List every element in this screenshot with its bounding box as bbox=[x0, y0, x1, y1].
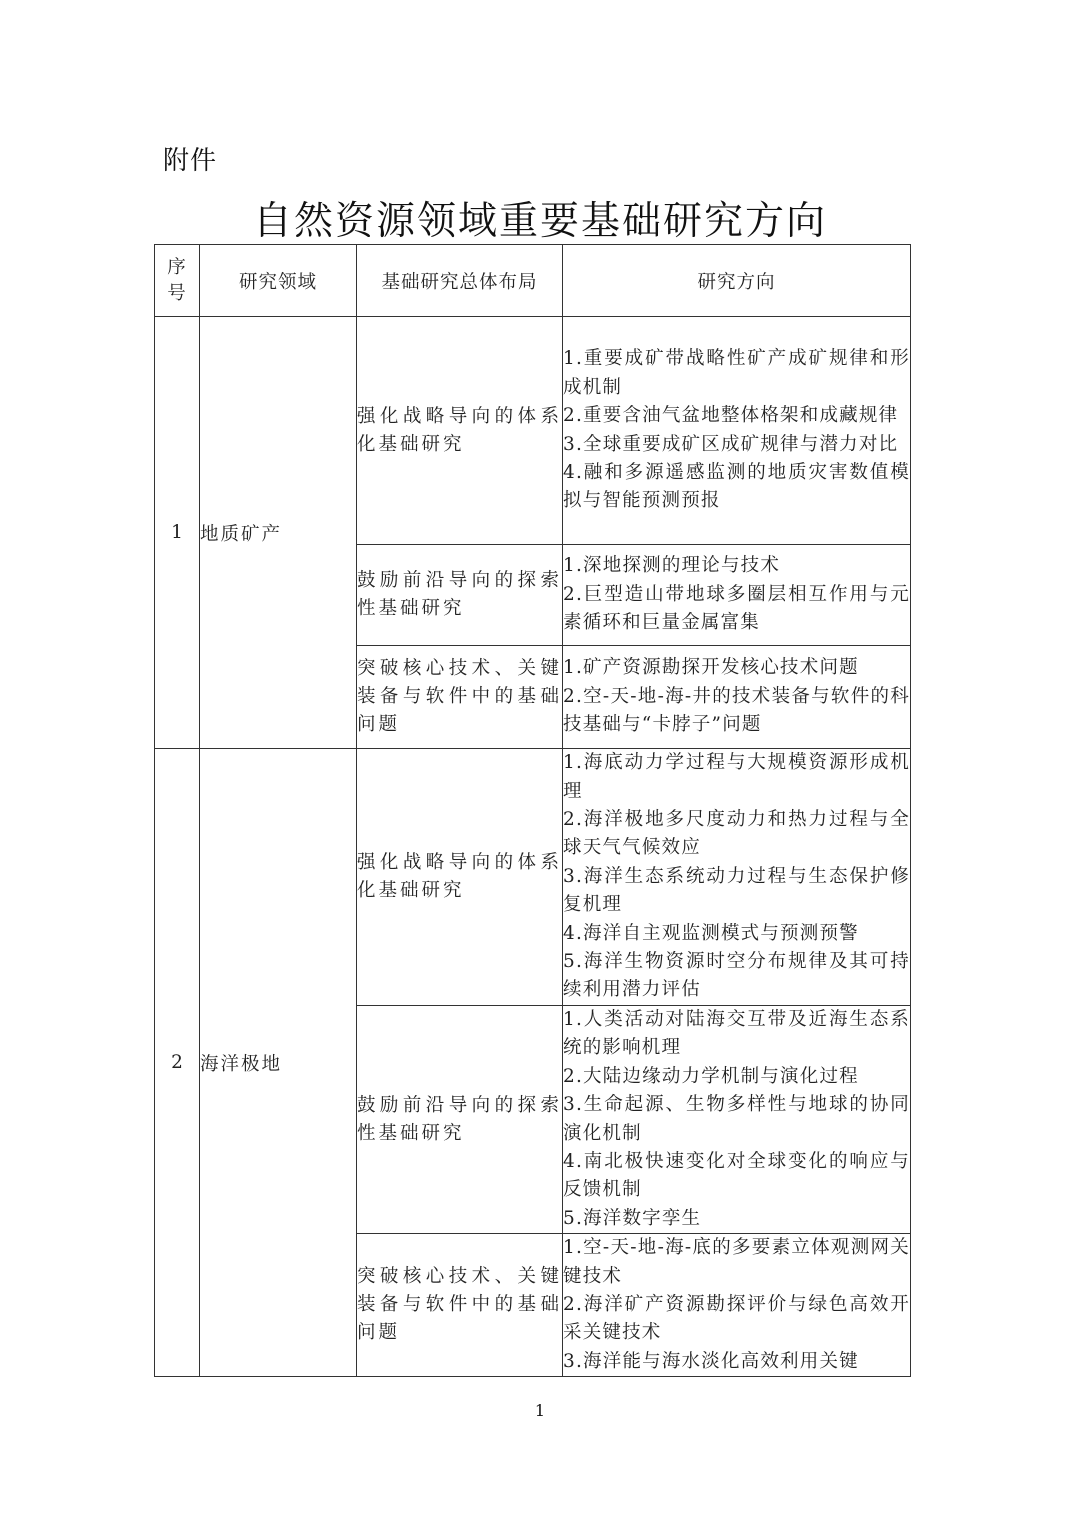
direction-cell bbox=[563, 1234, 911, 1377]
header-seq-char-2: 号 bbox=[167, 282, 187, 304]
direction-item: 2.巨型造山带地球多圈层相互作用与元素循环和巨量金属富集 bbox=[563, 583, 910, 634]
direction-cell bbox=[563, 646, 911, 749]
direction-cell bbox=[563, 1006, 911, 1234]
layout-cell: 鼓励前沿导向的探索性基础研究 bbox=[357, 545, 563, 646]
direction-item: 5.海洋数字孪生 bbox=[563, 1207, 702, 1229]
direction-item: 3.全球重要成矿区成矿规律与潜力对比 bbox=[563, 433, 899, 455]
direction-item: 2.海洋极地多尺度动力和热力过程与全球天气气候效应 bbox=[563, 808, 910, 859]
direction-cell bbox=[563, 545, 911, 646]
layout-cell: 鼓励前沿导向的探索性基础研究 bbox=[357, 1006, 563, 1234]
direction-cell bbox=[563, 317, 911, 545]
header-direction: 研究方向 bbox=[563, 245, 911, 317]
header-layout: 基础研究总体布局 bbox=[357, 245, 563, 317]
direction-item: 2.大陆边缘动力学机制与演化过程 bbox=[563, 1065, 859, 1087]
layout-cell: 突破核心技术、关键装备与软件中的基础问题 bbox=[357, 1234, 563, 1377]
direction-item: 3.生命起源、生物多样性与地球的协同演化机制 bbox=[563, 1094, 910, 1144]
direction-item: 2.海洋矿产资源勘探评价与绿色高效开采关键技术 bbox=[563, 1294, 910, 1344]
table-row bbox=[155, 749, 911, 1006]
direction-item: 2.重要含油气盆地整体格架和成藏规律 bbox=[563, 405, 899, 427]
direction-item: 3.海洋生态系统动力过程与生态保护修复机理 bbox=[563, 865, 910, 916]
table-row bbox=[155, 317, 911, 545]
document-title: 自然资源领域重要基础研究方向 bbox=[252, 199, 827, 244]
direction-item: 3.海洋能与海水淡化高效利用关键 bbox=[563, 1350, 859, 1372]
direction-item: 4.融和多源遥感监测的地质灾害数值模拟与智能预测预报 bbox=[563, 461, 910, 512]
direction-item: 2.空-天-地-海-井的技术装备与软件的科技基础与“卡脖子”问题 bbox=[563, 685, 910, 736]
row-seq: 2 bbox=[155, 749, 200, 1377]
page-number: 1 bbox=[534, 1401, 546, 1420]
direction-item: 4.南北极快速变化对全球变化的响应与反馈机制 bbox=[563, 1151, 910, 1201]
table-header-row bbox=[155, 245, 911, 317]
direction-item: 4.海洋自主观监测模式与预测预警 bbox=[563, 922, 859, 944]
direction-item: 1.矿产资源勘探开发核心技术问题 bbox=[563, 657, 859, 679]
direction-item: 5.海洋生物资源时空分布规律及其可持续利用潜力评估 bbox=[563, 951, 910, 1001]
direction-item: 1.海底动力学过程与大规模资源形成机理 bbox=[563, 752, 910, 802]
layout-cell: 突破核心技术、关键装备与软件中的基础问题 bbox=[357, 646, 563, 749]
row-seq: 1 bbox=[155, 317, 200, 749]
direction-item: 1.空-天-地-海-底的多要素立体观测网关键技术 bbox=[563, 1237, 910, 1287]
direction-cell bbox=[563, 749, 911, 1006]
layout-cell: 强化战略导向的体系化基础研究 bbox=[357, 317, 563, 545]
direction-item: 1.人类活动对陆海交互带及近海生态系统的影响机理 bbox=[563, 1009, 910, 1059]
direction-item: 1.重要成矿带战略性矿产成矿规律和形成机制 bbox=[563, 348, 910, 398]
row-field: 海洋极地 bbox=[200, 749, 357, 1377]
attachment-label: 附件 bbox=[163, 146, 218, 176]
row-field: 地质矿产 bbox=[200, 317, 357, 749]
layout-cell: 强化战略导向的体系化基础研究 bbox=[357, 749, 563, 1006]
direction-item: 1.深地探测的理论与技术 bbox=[563, 555, 781, 577]
header-field: 研究领域 bbox=[200, 245, 357, 317]
header-seq bbox=[155, 245, 200, 317]
header-seq-char-1: 序 bbox=[167, 256, 187, 278]
research-directions-table bbox=[154, 244, 911, 1377]
